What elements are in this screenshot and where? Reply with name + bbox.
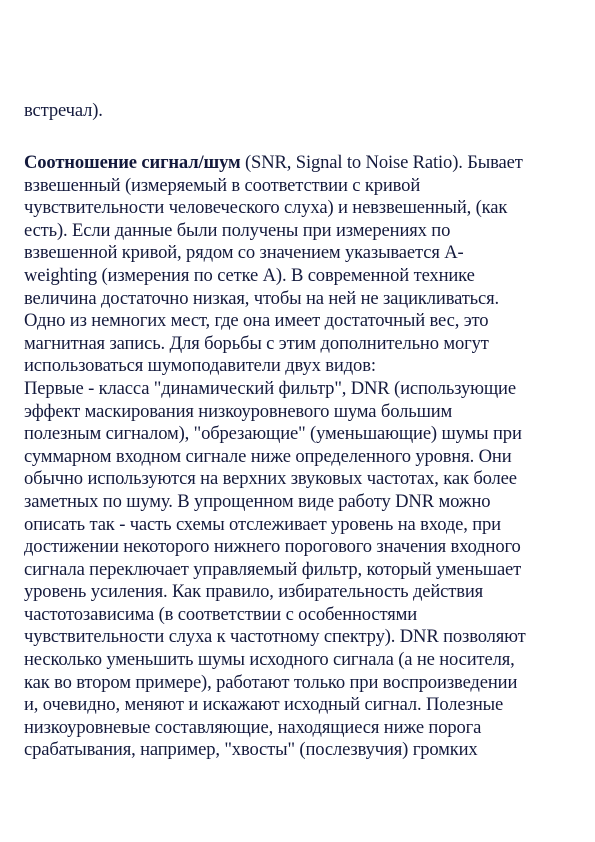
- text-line: срабатывания, например, "хвосты" (послезвучия) громких: [24, 739, 478, 761]
- text-line: использоваться шумоподавители двух видов:: [24, 355, 376, 377]
- text-line: частотозависима (в соответствии с особенностями: [24, 603, 418, 625]
- text-line: взвешенный (измеряемый в соответствии с кривой: [24, 174, 421, 196]
- intro-paragraph: [24, 100, 576, 123]
- snr-first-line: [24, 152, 576, 175]
- text-line: величина достаточно низкая, чтобы на ней не зацикливаться.: [24, 287, 500, 309]
- text-line: есть). Если данные были получены при измерениях по: [24, 219, 451, 241]
- text-line: Первые - класса "динамический фильтр", DNR (использующие: [24, 377, 516, 399]
- text-line: сигнала переключает управляемый фильтр, который уменьшает: [24, 558, 522, 580]
- text-line: уровень усиления. Как правило, избирательность действия: [24, 581, 484, 603]
- text-line: низкоуровневые составляющие, находящиеся ниже порога: [24, 716, 482, 738]
- snr-first-line-rest: (SNR, Signal to Noise Ratio). Бывает: [240, 152, 523, 173]
- text-line: встречал).: [24, 100, 103, 121]
- text-line: взвешенной кривой, рядом со значением указывается A-: [24, 242, 464, 264]
- text-line: описать так - часть схемы отслеживает уровень на входе, при: [24, 513, 501, 535]
- snr-paragraph: [24, 152, 576, 762]
- text-line: заметных по шуму. В упрощенном виде работу DNR можно: [24, 490, 491, 512]
- text-line: полезным сигналом), "обрезающие" (уменьшающие) шумы при: [24, 423, 522, 445]
- text-line: weighting (измерения по сетке А). В современной технике: [24, 264, 475, 286]
- text-line: и, очевидно, меняют и искажают исходный сигнал. Полезные: [24, 694, 504, 716]
- text-line: обычно используются на верхних звуковых частотах, как более: [24, 468, 517, 490]
- text-line: как во втором примере), работают только при воспроизведении: [24, 671, 518, 693]
- text-line: чувствительности слуха к частотному спектру). DNR позволяют: [24, 626, 526, 648]
- text-line: несколько уменьшить шумы исходного сигнала (а не носителя,: [24, 649, 515, 671]
- text-line: суммарном входном сигнале ниже определенного уровня. Они: [24, 445, 512, 467]
- text-line: чувствительности человеческого слуха) и невзвешенный, (как: [24, 197, 508, 219]
- snr-term: Соотношение сигнал/шум: [24, 152, 241, 173]
- text-line: магнитная запись. Для борьбы с этим дополнительно могут: [24, 332, 489, 354]
- text-line: достижении некоторого нижнего порогового значения входного: [24, 536, 521, 558]
- text-line: Одно из немногих мест, где она имеет достаточный вес, это: [24, 310, 489, 332]
- text-line: эффект маскирования низкоуровневого шума большим: [24, 400, 453, 422]
